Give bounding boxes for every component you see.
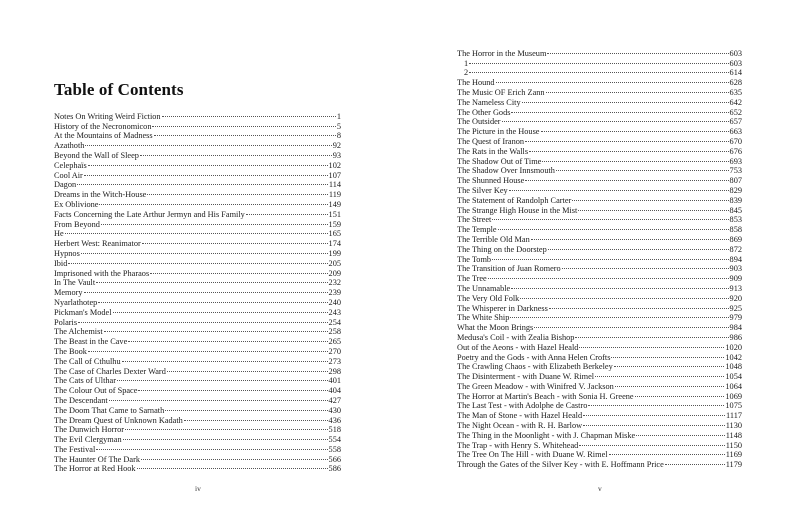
toc-entry-title: The Case of Charles Dexter Ward — [54, 366, 166, 376]
toc-entry[interactable] — [457, 66, 742, 76]
toc-entry[interactable] — [54, 354, 341, 364]
toc-entry-page: 209 — [328, 268, 341, 278]
toc-entry-page: 149 — [328, 199, 341, 209]
toc-entry-title: Through the Gates of the Silver Key - with E. Hoffmann Price — [457, 460, 664, 470]
toc-entry-page: 174 — [328, 239, 341, 249]
toc-entry-title: Hypnos — [54, 248, 80, 258]
dot-leader — [78, 315, 327, 325]
toc-list-right — [457, 46, 742, 470]
dot-leader — [138, 383, 327, 393]
toc-entry-page: 92 — [332, 141, 341, 151]
toc-entry-page: 107 — [328, 170, 341, 180]
toc-entry-page: 1020 — [725, 342, 742, 352]
toc-entry[interactable] — [457, 75, 742, 88]
toc-entry-page: 1064 — [725, 381, 742, 391]
toc-entry-title: The Evil Clergyman — [54, 435, 122, 445]
toc-entry-page: 920 — [729, 293, 742, 303]
toc-entry-page: 1130 — [725, 421, 742, 431]
dot-leader — [525, 134, 729, 144]
page-title: Table of Contents — [54, 80, 184, 99]
dot-leader — [104, 325, 328, 335]
toc-entry-page: 657 — [729, 117, 742, 127]
dot-leader — [511, 105, 728, 115]
toc-entry-page: 518 — [328, 425, 341, 435]
toc-entry-page: 159 — [328, 219, 341, 229]
toc-entry-title: Dreams in the Witch-House — [54, 190, 147, 200]
toc-entry-page: 1042 — [725, 352, 742, 362]
dot-leader — [141, 452, 328, 462]
toc-entry-page: 114 — [328, 180, 341, 190]
toc-entry-title: Poetry and the Gods - with Anna Helen Crofts — [457, 352, 611, 362]
toc-entry-page: 984 — [729, 323, 742, 333]
dot-leader — [498, 222, 729, 232]
dot-leader — [548, 242, 729, 252]
toc-entry[interactable] — [457, 232, 742, 242]
toc-entry[interactable] — [54, 148, 341, 158]
toc-entry-title: Imprisoned with the Pharaos — [54, 268, 150, 278]
toc-entry-title: The Disinterment - with Duane W. Rimel — [457, 372, 595, 382]
dot-leader — [469, 66, 728, 76]
toc-entry-page: 270 — [328, 346, 341, 356]
dot-leader — [575, 330, 728, 340]
toc-entry-title: The Nameless City — [457, 97, 521, 107]
toc-entry-page: 1075 — [725, 401, 742, 411]
dot-leader — [140, 148, 332, 158]
dot-leader — [88, 158, 328, 168]
toc-entry-title: At the Mountains of Madness — [54, 131, 153, 141]
dot-leader — [162, 109, 336, 119]
dot-leader — [595, 369, 724, 379]
toc-entry-page: 925 — [729, 303, 742, 313]
toc-entry-page: 566 — [328, 454, 341, 464]
toc-entry-title: The Rats in the Walls — [457, 146, 529, 156]
toc-entry-title: The Quest of Iranon — [457, 136, 525, 146]
toc-entry-title: History of the Necronomicon — [54, 121, 152, 131]
toc-entry-title: The Thing on the Doorstep — [457, 244, 547, 254]
toc-entry-title: 2 — [464, 68, 469, 78]
toc-entry-title: The Music OF Erich Zann — [457, 87, 545, 97]
toc-entry-page: 265 — [328, 337, 341, 347]
toc-entry-title: The Beast in the Cave — [54, 337, 128, 347]
toc-entry-title: Notes On Writing Weird Fiction — [54, 111, 161, 121]
toc-entry-page: 586 — [328, 464, 341, 474]
dot-leader — [510, 311, 728, 321]
dot-leader — [588, 399, 724, 409]
toc-entry-title: Memory — [54, 288, 83, 298]
dot-leader — [511, 281, 728, 291]
toc-entry-page: 603 — [729, 58, 742, 68]
toc-entry-page: 232 — [328, 278, 341, 288]
toc-entry[interactable] — [54, 109, 341, 119]
toc-entry[interactable] — [54, 276, 341, 286]
toc-entry-title: The Tree On The Hill - with Duane W. Rimel — [457, 450, 608, 460]
toc-entry-page: 243 — [328, 307, 341, 317]
toc-entry-page: 205 — [328, 258, 341, 268]
toc-entry[interactable] — [457, 85, 742, 95]
dot-leader — [541, 124, 729, 134]
toc-entry[interactable] — [54, 285, 341, 298]
toc-entry[interactable] — [54, 452, 341, 462]
toc-entry-title: Cool Air — [54, 170, 83, 180]
toc-entry-title: The Night Ocean - with R. H. Barlow — [457, 421, 583, 431]
dot-leader — [572, 193, 728, 203]
dot-leader — [614, 360, 725, 370]
toc-entry[interactable] — [457, 262, 742, 272]
dot-leader — [547, 46, 728, 56]
toc-entry-title: The Outsider — [457, 117, 501, 127]
toc-entry-title: The Cats of Ulthar — [54, 376, 116, 386]
dot-leader — [99, 197, 327, 207]
toc-entry[interactable] — [457, 222, 742, 235]
dot-leader — [147, 187, 327, 197]
toc-entry-page: 858 — [729, 225, 742, 235]
toc-entry[interactable] — [54, 227, 341, 237]
toc-entry-title: The Other Gods — [457, 107, 511, 117]
toc-entry-page: 436 — [328, 415, 341, 425]
toc-entry-title: The Doom That Came to Sarnath — [54, 405, 165, 415]
toc-entry-title: He — [54, 229, 64, 239]
toc-entry-page: 676 — [729, 146, 742, 156]
dot-leader — [562, 262, 729, 272]
dot-leader — [529, 144, 728, 154]
dot-leader — [509, 183, 729, 193]
toc-entry-title: The Horror in the Museum — [457, 48, 547, 58]
dot-leader — [496, 75, 729, 85]
dot-leader — [615, 379, 725, 389]
toc-entry-page: 670 — [729, 136, 742, 146]
toc-entry-page: 404 — [328, 386, 341, 396]
toc-entry-title: The Statement of Randolph Carter — [457, 195, 572, 205]
toc-entry[interactable] — [54, 344, 341, 354]
toc-entry-title: Celephaïs — [54, 160, 87, 170]
dot-leader — [488, 271, 729, 281]
dot-leader — [246, 207, 328, 217]
toc-entry-page: 1169 — [725, 450, 742, 460]
dot-leader — [96, 276, 327, 286]
toc-entry-page: 693 — [729, 156, 742, 166]
toc-entry-title: The Descendant — [54, 395, 108, 405]
toc-entry[interactable] — [457, 46, 742, 56]
dot-leader — [609, 448, 725, 458]
toc-entry-page: 273 — [328, 356, 341, 366]
toc-entry-page: 663 — [729, 127, 742, 137]
dot-leader — [583, 418, 725, 428]
toc-entry[interactable] — [54, 315, 341, 325]
toc-entry-page: 829 — [729, 185, 742, 195]
toc-entry-title: The Transition of Juan Romero — [457, 264, 561, 274]
dot-leader — [165, 403, 327, 413]
dot-leader — [96, 442, 327, 452]
toc-entry-title: The Book — [54, 346, 87, 356]
right-page — [400, 0, 800, 517]
dot-leader — [522, 95, 729, 105]
dot-leader — [579, 438, 724, 448]
toc-entry-page: 869 — [729, 234, 742, 244]
dot-leader — [65, 227, 328, 237]
toc-entry-page: 1 — [336, 111, 341, 121]
toc-entry-title: Ibid — [54, 258, 68, 268]
dot-leader — [578, 203, 728, 213]
toc-entry[interactable] — [457, 281, 742, 291]
dot-leader — [492, 252, 728, 262]
dot-leader — [109, 393, 328, 403]
dot-leader — [579, 340, 724, 350]
toc-entry-title: Facts Concerning the Late Arthur Jermyn and His Family — [54, 209, 245, 219]
toc-entry-title: The Picture in the House — [457, 127, 540, 137]
dot-leader — [81, 246, 328, 256]
toc-entry[interactable] — [457, 252, 742, 262]
toc-entry-page: 1150 — [725, 440, 742, 450]
dot-leader — [167, 364, 328, 374]
toc-entry-page: 603 — [729, 48, 742, 58]
toc-entry-title: Herbert West: Reanimator — [54, 239, 141, 249]
toc-entry-title: The Alchemist — [54, 327, 103, 337]
dot-leader — [665, 457, 725, 467]
dot-leader — [98, 295, 327, 305]
dot-leader — [520, 291, 728, 301]
toc-entry-page: 642 — [729, 97, 742, 107]
dot-leader — [85, 138, 331, 148]
dot-leader — [117, 374, 328, 384]
toc-entry-page: 401 — [328, 376, 341, 386]
toc-entry-title: The Horror at Martin's Beach - with Sonia H. Greene — [457, 391, 634, 401]
toc-entry-title: Ex Oblivione — [54, 199, 99, 209]
toc-entry-title: The Colour Out of Space — [54, 386, 138, 396]
dot-leader — [542, 154, 728, 164]
toc-entry-title: The Hound — [457, 78, 495, 88]
toc-entry-title: The Shadow Out of Time — [457, 156, 542, 166]
toc-entry-page: 903 — [729, 264, 742, 274]
dot-leader — [154, 129, 336, 139]
dot-leader — [611, 350, 724, 360]
toc-entry-page: 1117 — [726, 411, 742, 421]
dot-leader — [137, 462, 328, 472]
toc-entry-page: 254 — [328, 317, 341, 327]
toc-entry-page: 93 — [332, 150, 341, 160]
toc-entry-title: In The Vault — [54, 278, 96, 288]
toc-entry-page: 1069 — [725, 391, 742, 401]
toc-entry-page: 5 — [336, 121, 341, 131]
toc-entry[interactable] — [54, 158, 341, 168]
toc-entry-title: The White Ship — [457, 313, 510, 323]
toc-entry-title: The Man of Stone - with Hazel Heald — [457, 411, 583, 421]
toc-entry[interactable] — [54, 325, 341, 335]
toc-entry[interactable] — [54, 236, 341, 249]
toc-entry[interactable] — [54, 295, 341, 305]
toc-entry-page: 1054 — [725, 372, 742, 382]
toc-entry-title: Azathoth — [54, 141, 85, 151]
toc-entry-page: 913 — [729, 283, 742, 293]
toc-entry-title: The Unnamable — [457, 283, 511, 293]
dot-leader — [128, 334, 327, 344]
toc-entry-page: 199 — [328, 248, 341, 258]
toc-entry-title: The Whisperer in Darkness — [457, 303, 548, 313]
dot-leader — [492, 213, 728, 223]
toc-entry-page: 986 — [729, 332, 742, 342]
toc-entry[interactable] — [457, 213, 742, 223]
toc-entry-title: The Haunter Of The Dark — [54, 454, 141, 464]
dot-leader — [113, 305, 328, 315]
dot-leader — [502, 115, 729, 125]
toc-entry-title: The Shunned House — [457, 176, 525, 186]
dot-leader — [142, 236, 328, 246]
toc-entry-title: The Festival — [54, 444, 96, 454]
toc-entry-title: The Strange High House in the Mist — [457, 205, 578, 215]
dot-leader — [125, 423, 328, 433]
toc-entry-page: 1148 — [725, 430, 742, 440]
toc-entry[interactable] — [457, 56, 742, 66]
toc-entry-page: 1179 — [725, 460, 742, 470]
toc-entry-title: What the Moon Brings — [457, 323, 534, 333]
toc-entry[interactable] — [457, 271, 742, 284]
toc-entry-page: 151 — [328, 209, 341, 219]
dot-leader — [549, 301, 729, 311]
toc-entry-page: 979 — [729, 313, 742, 323]
toc-entry[interactable] — [54, 256, 341, 266]
dot-leader — [77, 178, 328, 188]
toc-entry-title: Nyarlathotep — [54, 297, 98, 307]
page-number: iv — [195, 484, 201, 493]
toc-entry-title: Dagon — [54, 180, 77, 190]
dot-leader — [534, 320, 728, 330]
toc-entry-title: The Dream Quest of Unknown Kadath — [54, 415, 183, 425]
dot-leader — [184, 413, 328, 423]
dot-leader — [635, 389, 725, 399]
toc-entry-page: 853 — [729, 215, 742, 225]
dot-leader — [556, 164, 729, 174]
toc-entry-title: Polaris — [54, 317, 78, 327]
toc-entry-page: 298 — [328, 366, 341, 376]
toc-entry[interactable] — [54, 442, 341, 452]
dot-leader — [469, 56, 728, 66]
toc-entry-page: 839 — [729, 195, 742, 205]
toc-entry-page: 652 — [729, 107, 742, 117]
toc-entry-page: 240 — [328, 297, 341, 307]
toc-entry-page: 239 — [328, 288, 341, 298]
dot-leader — [152, 119, 335, 129]
toc-entry-page: 427 — [328, 395, 341, 405]
toc-entry-page: 8 — [336, 131, 341, 141]
toc-entry-title: The Last Test - with Adolphe de Castro — [457, 401, 588, 411]
toc-entry[interactable] — [54, 266, 341, 276]
toc-entry-title: The Horror at Red Hook — [54, 464, 136, 474]
toc-entry-page: 102 — [328, 160, 341, 170]
toc-entry[interactable] — [54, 138, 341, 151]
toc-entry-title: Beyond the Wall of Sleep — [54, 150, 139, 160]
dot-leader — [84, 168, 328, 178]
toc-entry-page: 909 — [729, 274, 742, 284]
toc-entry-title: From Beyond — [54, 219, 100, 229]
dot-leader — [88, 344, 328, 354]
toc-entry-title: The Tree — [457, 274, 487, 284]
toc-entry-page: 1048 — [725, 362, 742, 372]
toc-entry-title: The Silver Key — [457, 185, 508, 195]
dot-leader — [636, 428, 724, 438]
toc-entry-title: Pickman's Model — [54, 307, 112, 317]
toc-entry-page: 430 — [328, 405, 341, 415]
toc-entry-page: 845 — [729, 205, 742, 215]
toc-entry-page: 753 — [729, 166, 742, 176]
toc-entry-page: 258 — [328, 327, 341, 337]
toc-entry[interactable] — [54, 168, 341, 178]
toc-entry-title: The Thing in the Moonlight - with J. Chapman Miske — [457, 430, 636, 440]
toc-entry-title: The Shadow Over Innsmouth — [457, 166, 555, 176]
toc-entry-title: The Street — [457, 215, 492, 225]
toc-entry-title: The Tomb — [457, 254, 492, 264]
toc-entry-page: 635 — [729, 87, 742, 97]
toc-entry[interactable] — [54, 187, 341, 200]
toc-entry-page: 554 — [328, 435, 341, 445]
toc-entry-page: 807 — [729, 176, 742, 186]
dot-leader — [84, 285, 328, 295]
toc-entry-page: 872 — [729, 244, 742, 254]
dot-leader — [122, 354, 328, 364]
dot-leader — [150, 266, 327, 276]
toc-entry-page: 165 — [328, 229, 341, 239]
toc-entry-page: 558 — [328, 444, 341, 454]
toc-entry-title: The Trap - with Henry S. Whitehead — [457, 440, 579, 450]
dot-leader — [525, 173, 728, 183]
dot-leader — [531, 232, 729, 242]
toc-entry[interactable] — [54, 178, 341, 188]
toc-entry-title: The Call of Cthulhu — [54, 356, 121, 366]
dot-leader — [546, 85, 729, 95]
toc-entry-title: Medusa's Coil - with Zealia Bishop — [457, 332, 575, 342]
toc-entry-title: The Temple — [457, 225, 497, 235]
dot-leader — [123, 432, 328, 442]
toc-entry-title: The Dunwich Horror — [54, 425, 125, 435]
toc-entry-title: The Very Old Folk — [457, 293, 520, 303]
toc-entry-page: 894 — [729, 254, 742, 264]
toc-entry-page: 628 — [729, 78, 742, 88]
toc-entry[interactable] — [54, 246, 341, 256]
toc-list-left — [54, 109, 341, 474]
toc-entry-title: Out of the Aeons - with Hazel Heald — [457, 342, 579, 352]
toc-entry-page: 119 — [328, 190, 341, 200]
dot-leader — [101, 217, 328, 227]
toc-entry-title: The Terrible Old Man — [457, 234, 530, 244]
toc-entry-title: The Green Meadow - with Winifred V. Jackson — [457, 381, 614, 391]
dot-leader — [583, 408, 725, 418]
toc-entry-title: The Crawling Chaos - with Elizabeth Berkeley — [457, 362, 613, 372]
page-number: v — [598, 484, 602, 493]
dot-leader — [68, 256, 327, 266]
toc-entry-page: 614 — [729, 68, 742, 78]
toc-entry-title: 1 — [464, 58, 469, 68]
